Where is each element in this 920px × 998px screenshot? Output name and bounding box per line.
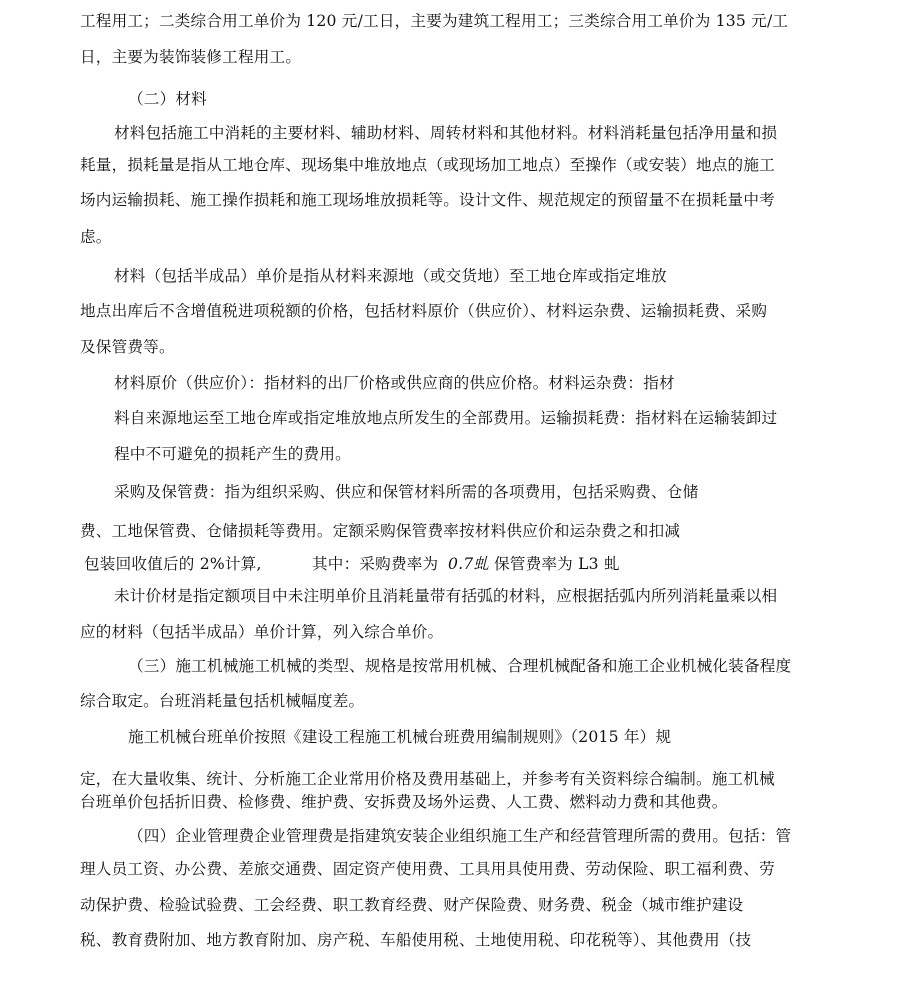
text-line: 材料包括施工中消耗的主要材料、辅助材料、周转材料和其他材料。材料消耗量包括净用量和损 xyxy=(114,124,778,142)
text-line: 保管费率为 L3 虬 xyxy=(494,555,620,573)
text-line: 定，在大量收集、统计、分析施工企业常用价格及费用基础上，并参考有关资料综合编制。施工机械 xyxy=(80,770,775,788)
text-line: 未计价材是指定额项目中未注明单价且消耗量带有括弧的材料，应根据括弧内所列消耗量乘以相 xyxy=(114,587,778,605)
text-line: 动保护费、检验试验费、工会经费、职工教育经费、财产保险费、财务费、税金（城市维护建设 xyxy=(80,896,744,914)
text-line: 地点出库后不含增值税进项税额的价格，包括材料原价（供应价）、材料运杂费、运输损耗费、采购 xyxy=(80,302,768,320)
text-line: 及保管费等。 xyxy=(80,338,175,356)
text-line: 虑。 xyxy=(80,228,112,246)
section-heading: （三）施工机械施工机械的类型、规格是按常用机械、合理机械配备和施工企业机械化装备程度 xyxy=(128,657,792,675)
text-line: 材料（包括半成品）单价是指从材料来源地（或交货地）至工地仓库或指定堆放 xyxy=(114,267,667,285)
text-line: 施工机械台班单价按照《建设工程施工机械台班费用编制规则》（2015 年）规 xyxy=(128,728,672,746)
text-line: 理人员工资、办公费、差旅交通费、固定资产使用费、工具用具使用费、劳动保险、职工福利费、劳 xyxy=(80,860,775,878)
text-line: 台班单价包括折旧费、检修费、维护费、安拆费及场外运费、人工费、燃料动力费和其他费。 xyxy=(80,793,728,811)
section-heading: （四）企业管理费企业管理费是指建筑安装企业组织施工生产和经营管理所需的费用。包括：管 xyxy=(128,827,792,845)
text-line: 料自来源地运至工地仓库或指定堆放地点所发生的全部费用。运输损耗费：指材料在运输装卸过 xyxy=(114,409,778,427)
text-line: 税、教育费附加、地方教育附加、房产税、车船使用税、土地使用税、印花税等）、其他费用（技 xyxy=(80,931,752,949)
text-line: 应的材料（包括半成品）单价计算，列入综合单价。 xyxy=(80,623,444,641)
text-line: 场内运输损耗、施工操作损耗和施工现场堆放损耗等。设计文件、规范规定的预留量不在损耗量中考 xyxy=(80,191,775,209)
text-line: 费、工地保管费、仓储损耗等费用。定额采购保管费率按材料供应价和运杂费之和扣减 xyxy=(80,522,681,540)
text-line: 包装回收值后的 2%计算, xyxy=(84,555,262,573)
text-line: 工程用工；二类综合用工单价为 120 元/工日，主要为建筑工程用工；三类综合用工单价为 135 元/工 xyxy=(80,12,789,30)
text-line: 综合取定。台班消耗量包括机械幅度差。 xyxy=(80,692,365,710)
text-line: 程中不可避免的损耗产生的费用。 xyxy=(114,445,351,463)
rate-value: 0.7虬 xyxy=(448,555,490,573)
text-line: 其中：采购费率为 xyxy=(312,555,439,573)
text-line: 日，主要为装饰装修工程用工。 xyxy=(80,48,302,66)
text-line: 耗量，损耗量是指从工地仓库、现场集中堆放地点（或现场加工地点）至操作（或安装）地点的施工 xyxy=(80,156,775,174)
text-line: 材料原价（供应价）：指材料的出厂价格或供应商的供应价格。材料运杂费：指材 xyxy=(114,374,675,392)
text-line: 采购及保管费：指为组织采购、供应和保管材料所需的各项费用，包括采购费、仓储 xyxy=(114,483,699,501)
section-heading: （二）材料 xyxy=(128,90,207,108)
